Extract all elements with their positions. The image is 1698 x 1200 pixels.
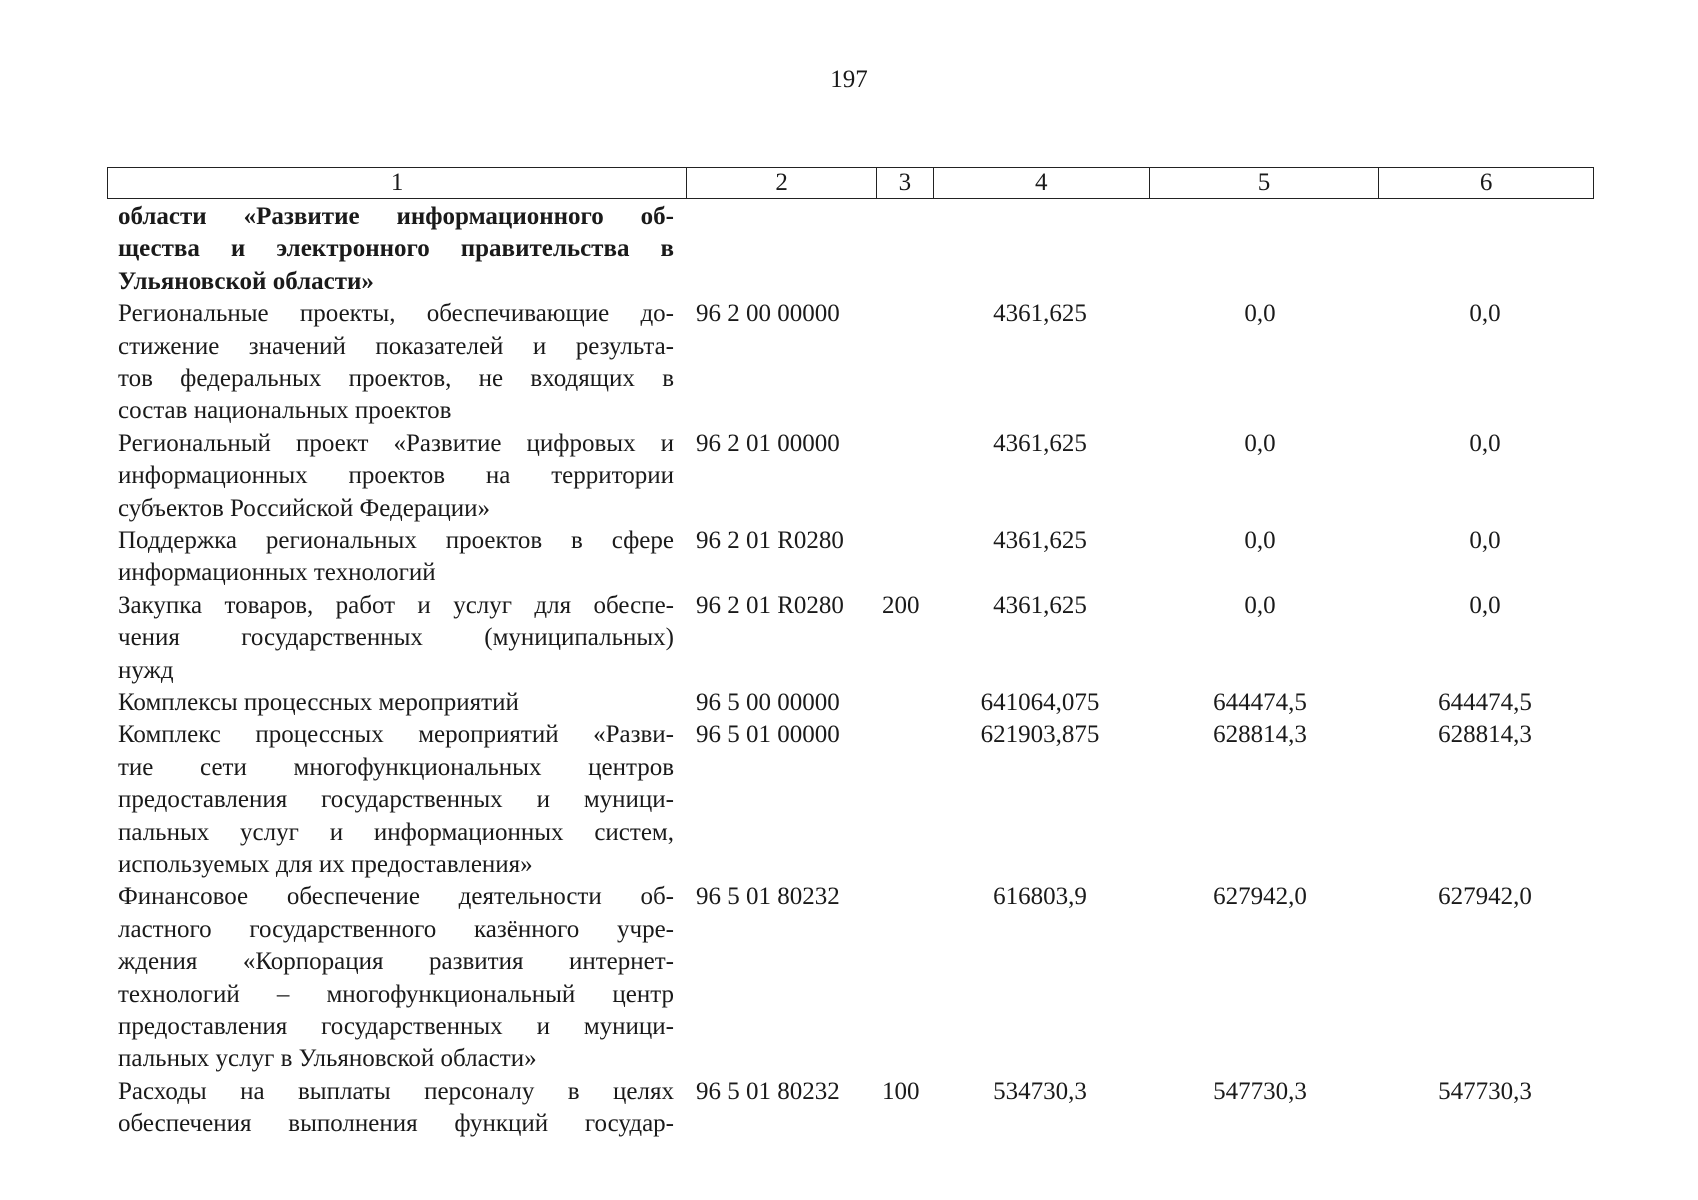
row-value-2025: 0,0: [1469, 300, 1501, 328]
description-line: щества и электронного правительства в: [118, 235, 674, 263]
description-line: ластного государственного казённого учре-: [118, 915, 674, 943]
row-value-2023: 534730,3: [993, 1077, 1087, 1105]
row-value-2023: 4361,625: [993, 527, 1087, 554]
row-description: [118, 525, 674, 590]
description-line: тов федеральных проектов, не входящих в: [118, 365, 674, 392]
description-line: пальных услуг в Ульяновской области»: [118, 1045, 537, 1073]
row-description: [118, 687, 674, 719]
row-description: [118, 1076, 674, 1141]
description-line: Финансовое обеспечение деятельности об-: [118, 883, 674, 911]
row-value-2024: 547730,3: [1213, 1077, 1307, 1105]
row-code: 96 5 01 80232: [696, 883, 840, 911]
description-line: используемых для их предоставления»: [118, 851, 533, 879]
description-line: субъектов Российской Федерации»: [118, 494, 491, 522]
description-line: Региональный проект «Развитие цифровых и: [118, 429, 674, 457]
row-code: 96 5 01 00000: [696, 721, 840, 749]
description-line: Региональные проекты, обеспечивающие до-: [118, 300, 674, 328]
description-line: Комплекс процессных мероприятий «Разви-: [118, 721, 674, 749]
header-col-6: 6: [1479, 169, 1493, 196]
description-line: тие сети многофункциональных центров: [118, 753, 674, 781]
row-value-2025: 0,0: [1469, 591, 1501, 619]
row-description: [118, 298, 674, 428]
row-value-2023: 4361,625: [993, 300, 1087, 328]
row-value-2025: 644474,5: [1438, 689, 1532, 716]
row-value-2024: 0,0: [1244, 429, 1276, 457]
row-code: 96 5 01 80232: [696, 1077, 840, 1105]
description-line: информационных технологий: [118, 559, 436, 587]
row-value-2024: 627942,0: [1213, 883, 1307, 911]
row-value-2024: 0,0: [1244, 300, 1276, 328]
row-value-2025: 0,0: [1469, 429, 1501, 457]
row-value-2024: 0,0: [1244, 591, 1276, 619]
row-value-2024: 628814,3: [1213, 721, 1307, 749]
row-description: [118, 881, 674, 1075]
row-code: 96 2 00 00000: [696, 300, 840, 328]
row-value-2023: 616803,9: [993, 883, 1087, 911]
row-value-2023: 621903,875: [980, 721, 1100, 749]
row-code: 96 2 01 R0280: [696, 527, 844, 554]
row-code: 96 5 00 00000: [696, 689, 840, 716]
row-value-2025: 547730,3: [1438, 1077, 1532, 1105]
row-value-2023: 4361,625: [993, 591, 1087, 619]
row-code: 96 2 01 00000: [696, 429, 840, 457]
header-col-4: 4: [934, 168, 1150, 198]
row-expense-type: 100: [882, 1077, 920, 1105]
description-line: Расходы на выплаты персоналу в целях: [118, 1077, 674, 1105]
description-line: чения государственных (муниципальных): [118, 624, 674, 652]
header-col-2: 2: [687, 168, 877, 198]
header-col-3: 3: [877, 168, 934, 198]
description-line: Поддержка региональных проектов в сфере: [118, 527, 674, 554]
description-line: нужд: [118, 656, 174, 684]
description-line: состав национальных проектов: [118, 397, 452, 425]
row-description: [118, 201, 674, 298]
row-value-2025: 627942,0: [1438, 883, 1532, 911]
row-description: [118, 428, 674, 525]
description-line: предоставления государственных и муници-: [118, 786, 674, 814]
description-line: обеспечения выполнения функций государ-: [118, 1110, 674, 1138]
page-number: 197: [830, 66, 868, 93]
header-col-5: 5: [1150, 168, 1380, 198]
description-line: стижение значений показателей и результа-: [118, 332, 674, 360]
description-line: предоставления государственных и муници-: [118, 1013, 674, 1041]
header-col-1: 1: [108, 168, 687, 198]
description-line: Ульяновской области»: [118, 267, 374, 295]
row-description: [118, 719, 674, 881]
description-line: информационных проектов на территории: [118, 462, 674, 490]
row-value-2023: 641064,075: [980, 689, 1100, 716]
description-line: области «Развитие информационного об-: [118, 203, 674, 230]
row-value-2024: 644474,5: [1213, 689, 1307, 716]
row-description: [118, 590, 674, 687]
description-line: Комплексы процессных мероприятий: [118, 689, 519, 716]
description-line: технологий – многофункциональный центр: [118, 980, 674, 1008]
row-value-2025: 628814,3: [1438, 721, 1532, 749]
description-line: ждения «Корпорация развития интернет-: [118, 948, 674, 976]
description-line: пальных услуг и информационных систем,: [118, 818, 674, 846]
row-expense-type: 200: [882, 591, 920, 619]
row-code: 96 2 01 R0280: [696, 591, 844, 619]
table-header: [107, 167, 1594, 199]
row-value-2023: 4361,625: [993, 429, 1087, 457]
row-value-2025: 0,0: [1469, 527, 1501, 554]
description-line: Закупка товаров, работ и услуг для обеспе-: [118, 591, 674, 619]
row-value-2024: 0,0: [1244, 527, 1276, 554]
